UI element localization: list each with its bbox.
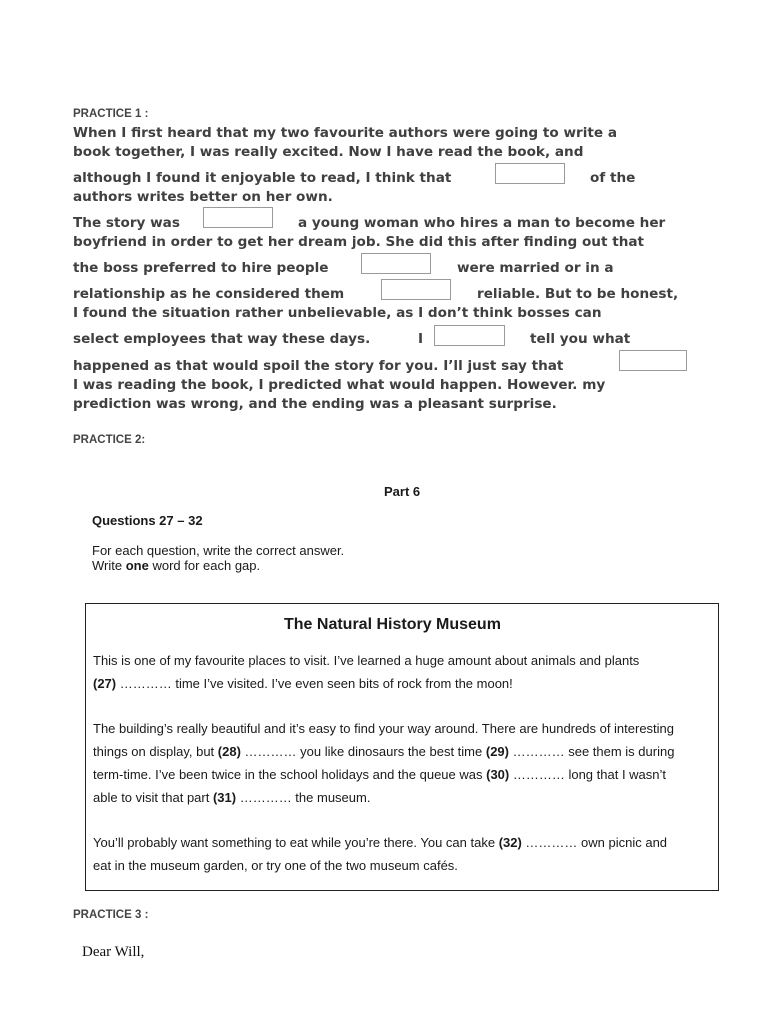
instruction-emphasis: one: [125, 558, 149, 573]
practice-1-text-line: a young woman who hires a man to become her: [298, 215, 666, 231]
practice-1-text-line: I: [418, 331, 424, 347]
gap-input-4-field[interactable]: [382, 282, 450, 301]
question-number-27: (27): [93, 676, 117, 691]
gap-input-3-field[interactable]: [362, 256, 430, 275]
museum-text-line: [93, 744, 674, 759]
museum-text-line: eat in the museum garden, or try one of the two museum cafés.: [93, 858, 458, 873]
practice-1-text-line: boyfriend in order to get her dream job. She did this after finding out that: [73, 234, 645, 250]
question-number-31: (31): [212, 790, 237, 805]
gap-input-2[interactable]: [203, 207, 273, 228]
practice-2-heading: PRACTICE 2:: [73, 434, 146, 446]
museum-text-line: [93, 767, 666, 782]
practice-1-text-line: were married or in a: [457, 260, 614, 276]
practice-1-text-line: authors writes better on her own.: [73, 189, 333, 205]
gap-input-4[interactable]: [381, 279, 451, 300]
museum-text-line: [93, 835, 667, 850]
gap-input-2-field[interactable]: [204, 210, 272, 229]
question-number-29: (29): [485, 744, 509, 759]
gap-input-6[interactable]: [619, 350, 687, 371]
questions-label: Questions 27 – 32: [92, 513, 203, 528]
museum-text-line: The building’s really beautiful and it’s easy to find your way around. There are hundreds of interesting: [93, 721, 675, 736]
practice-1-heading: PRACTICE 1 :: [73, 108, 149, 120]
practice-1-text-line: of the: [590, 170, 636, 186]
gap-input-1[interactable]: [495, 163, 565, 184]
question-number-32: (32): [498, 835, 522, 850]
practice-1-text-line: tell you what: [530, 331, 631, 347]
museum-text-box: [85, 603, 719, 891]
practice-1-text-line: reliable. But to be honest,: [477, 286, 679, 302]
practice-1-text-line: I found the situation rather unbelievable, as I don’t think bosses can: [73, 305, 602, 321]
gap-input-5[interactable]: [434, 325, 505, 346]
question-number-28: (28): [217, 744, 241, 759]
museum-text: You’ll probably want something to eat while you’re there. You can take: [93, 835, 499, 850]
museum-text: ………… see them is during: [508, 744, 675, 759]
gap-input-5-field[interactable]: [435, 328, 504, 347]
museum-text: ………… the museum.: [236, 790, 371, 805]
question-number-30: (30): [486, 767, 510, 782]
museum-text: ………… you like dinosaurs the best time: [240, 744, 486, 759]
practice-1-text-line: book together, I was really excited. Now I have read the book, and: [73, 144, 584, 160]
museum-title: The Natural History Museum: [284, 616, 501, 633]
museum-text-line: [93, 676, 513, 691]
gap-input-6-field[interactable]: [620, 353, 686, 372]
practice-3-heading: PRACTICE 3 :: [73, 909, 149, 921]
practice-1-text-line: When I first heard that my two favourite authors were going to write a: [73, 125, 617, 141]
museum-text: ………… time I’ve visited. I’ve even seen bits of rock from the moon!: [116, 676, 513, 691]
practice-1-text-line: select employees that way these days.: [73, 331, 371, 347]
practice-1-text-line: the boss preferred to hire people: [73, 260, 329, 276]
instruction-text: word for each gap.: [148, 558, 261, 573]
instruction-text: Write: [92, 558, 126, 573]
museum-text: ………… long that I wasn’t: [509, 767, 667, 782]
practice-1-text-line: The story was: [73, 215, 180, 231]
part-label: Part 6: [384, 484, 421, 499]
instruction-line-2: [92, 558, 260, 573]
museum-text: term-time. I’ve been twice in the school holidays and the queue was: [93, 767, 487, 782]
gap-input-3[interactable]: [361, 253, 431, 274]
practice-1-text-line: I was reading the book, I predicted what would happen. However. my: [73, 377, 606, 393]
museum-text-line: [93, 790, 370, 805]
practice-1-text-line: relationship as he considered them: [73, 286, 345, 302]
museum-text-line: This is one of my favourite places to visit. I’ve learned a huge amount about animals and plants: [93, 653, 640, 668]
museum-text: ………… own picnic and: [521, 835, 668, 850]
letter-greeting: Dear Will,: [82, 944, 145, 960]
gap-input-1-field[interactable]: [496, 166, 564, 185]
museum-text: able to visit that part: [93, 790, 213, 805]
instruction-line-1: For each question, write the correct answer.: [92, 543, 345, 558]
practice-1-text-line: happened as that would spoil the story for you. I’ll just say that: [73, 358, 564, 374]
practice-1-text-line: prediction was wrong, and the ending was a pleasant surprise.: [73, 396, 557, 412]
museum-text: things on display, but: [93, 744, 218, 759]
practice-1-text-line: although I found it enjoyable to read, I think that: [73, 170, 452, 186]
